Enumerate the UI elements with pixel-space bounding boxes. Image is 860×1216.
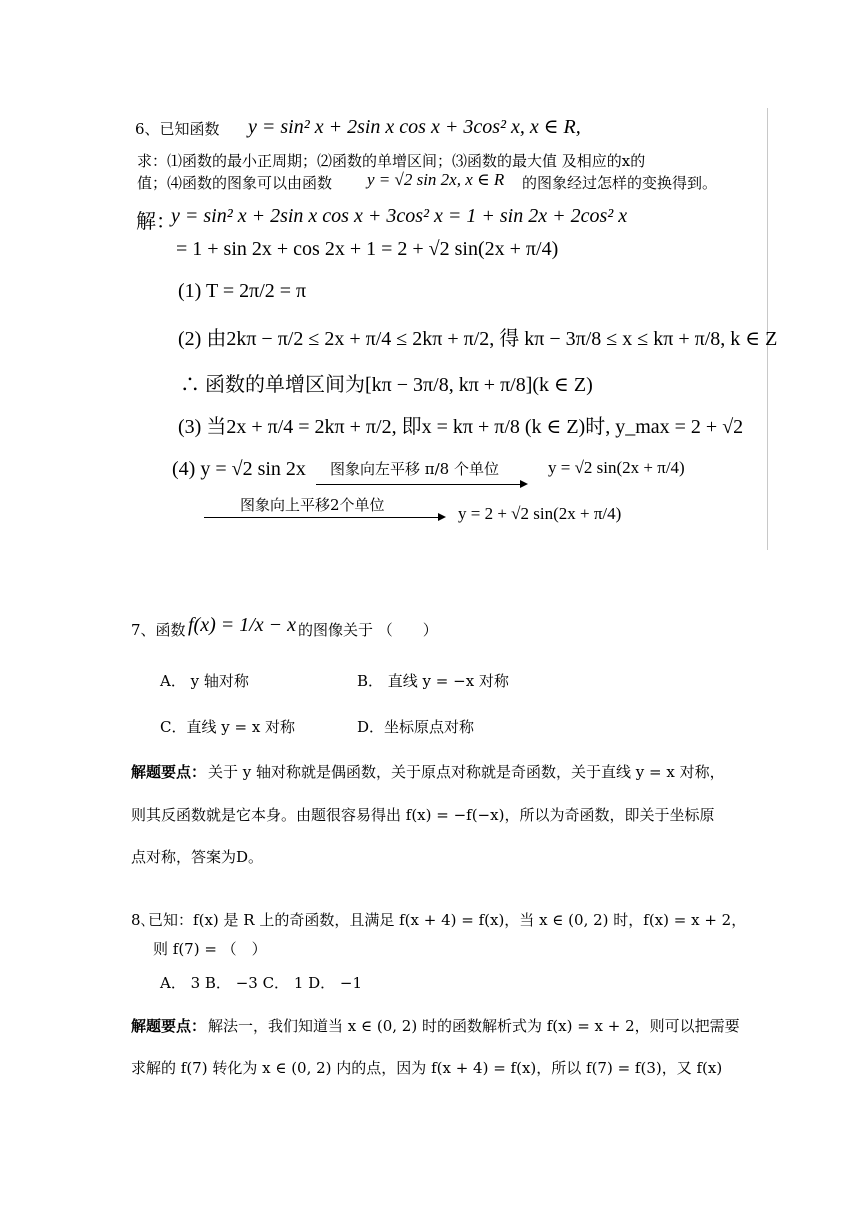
- q6-part2-inequality: (2) 由2kπ − π/2 ≤ 2x + π/4 ≤ 2kπ + π/2, 得 kπ − 3π/8 ≤ x ≤ kπ + π/8, k ∈ Z: [178, 328, 778, 350]
- q6-requirement-line1: 求：⑴函数的最小正周期；⑵函数的单增区间；⑶函数的最大值 及相应的x的: [137, 152, 646, 170]
- q6-title-prefix: 6、已知函数: [135, 120, 220, 138]
- q6-part4-arrow2: [204, 517, 444, 518]
- q8-options: A． 3 B． −3 C． 1 D． −1: [160, 974, 363, 992]
- q6-part1-period: (1) T = 2π/2 = π: [178, 280, 307, 302]
- q7-option-b: B． 直线 y = −x 对称: [357, 672, 509, 690]
- q7-option-c: C．直线 y = x 对称: [160, 718, 296, 736]
- q6-solution-line1: y = sin² x + 2sin x cos x + 3cos² x = 1 + sin 2x + 2cos² x: [171, 205, 628, 227]
- q7-stem-suffix: 的图像关于 （ ）: [298, 621, 438, 639]
- q7-key-line2: 则其反函数就是它本身。由题很容易得出 f(x) = −f(−x)，所以为奇函数，即关于坐标原: [131, 806, 715, 824]
- q8-key-line1: 解法一，我们知道当 x ∈ (0, 2) 时的函数解析式为 f(x) = x + 2，则可以把需要: [208, 1017, 740, 1035]
- q8-stem-line2: 则 f(7) = （ ）: [153, 940, 267, 958]
- q6-part4-arrow1: [316, 484, 526, 485]
- q6-part4-arrow2-label: 图象向上平移2个单位: [240, 496, 385, 514]
- q6-requirement-formula: y = √2 sin 2x, x ∈ R: [367, 170, 505, 189]
- q6-requirement-line2a: 值；⑷函数的图象可以由函数: [137, 174, 333, 192]
- q6-part4-result2: y = 2 + √2 sin(2x + π/4): [458, 504, 622, 523]
- q7-key-line3: 点对称，答案为D。: [131, 848, 264, 866]
- q7-key-label: 解题要点：: [131, 763, 207, 781]
- q6-part4-start: (4) y = √2 sin 2x: [172, 458, 306, 480]
- q7-option-d: D．坐标原点对称: [357, 718, 475, 736]
- q7-stem-formula: f(x) = 1/x − x: [188, 614, 297, 636]
- q7-stem-prefix: 7、函数: [131, 621, 186, 639]
- q7-key-line1: 关于 y 轴对称就是偶函数，关于原点对称就是奇函数，关于直线 y = x 对称，: [208, 763, 725, 781]
- q6-requirement-line2b: 的图象经过怎样的变换得到。: [522, 174, 718, 192]
- q6-part4-result1: y = √2 sin(2x + π/4): [548, 458, 685, 477]
- q7-option-a: A． y 轴对称: [160, 672, 249, 690]
- q6-solution-line2: = 1 + sin 2x + cos 2x + 1 = 2 + √2 sin(2x + π/4): [176, 238, 559, 260]
- q6-part2-interval: ∴ 函数的单增区间为[kπ − 3π/8, kπ + π/8](k ∈ Z): [180, 374, 593, 396]
- q6-part4-arrow1-label: 图象向左平移 π/8 个单位: [330, 460, 499, 478]
- q8-stem-line1: 8､已知：f(x) 是 R 上的奇函数，且满足 f(x + 4) = f(x)，当 x ∈ (0, 2) 时，f(x) = x + 2，: [131, 911, 747, 929]
- q6-solution-label: 解：: [136, 209, 176, 233]
- q8-key-line2: 求解的 f(7) 转化为 x ∈ (0, 2) 内的点，因为 f(x + 4) = f(x)，所以 f(7) = f(3)，又 f(x): [131, 1059, 723, 1077]
- q6-title-formula: y = sin² x + 2sin x cos x + 3cos² x, x ∈ R,: [248, 116, 581, 138]
- q8-key-label: 解题要点：: [131, 1017, 207, 1035]
- q6-part3-maximum: (3) 当2x + π/4 = 2kπ + π/2, 即x = kπ + π/8 (k ∈ Z)时, y_max = 2 + √2: [178, 416, 744, 438]
